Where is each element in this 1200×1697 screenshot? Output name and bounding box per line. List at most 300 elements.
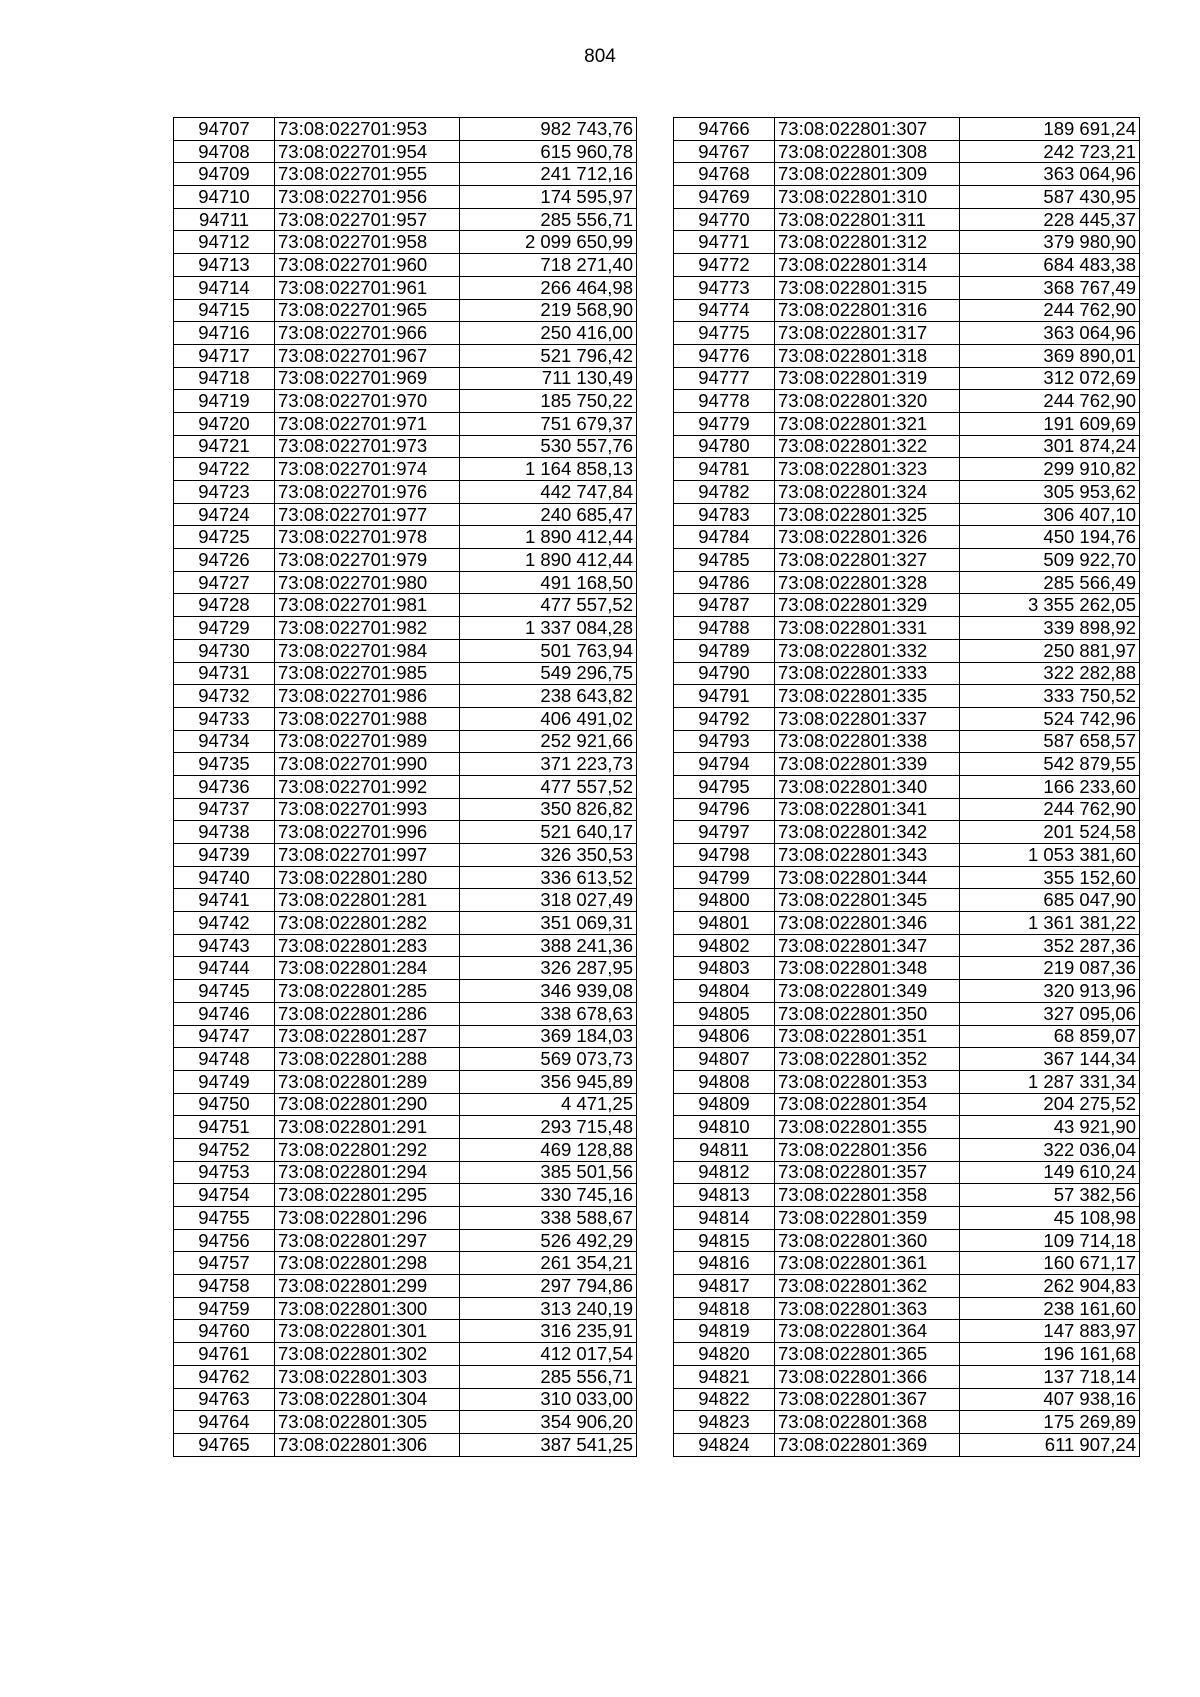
table-row [674, 208, 1140, 231]
row-number-cell: 94709 [174, 163, 275, 186]
cadastral-number-cell: 73:08:022701:980 [275, 571, 460, 594]
row-number-cell: 94800 [674, 889, 775, 912]
row-number-cell: 94758 [174, 1275, 275, 1298]
table-row [174, 594, 637, 617]
cadastral-number-cell: 73:08:022801:297 [275, 1229, 460, 1252]
row-number-cell: 94797 [674, 821, 775, 844]
cadastral-value-cell: 2 099 650,99 [460, 231, 637, 254]
cadastral-value-cell: 338 588,67 [460, 1207, 637, 1230]
row-number-cell: 94715 [174, 299, 275, 322]
row-number-cell: 94762 [174, 1365, 275, 1388]
cadastral-number-cell: 73:08:022801:302 [275, 1343, 460, 1366]
cadastral-value-cell: 569 073,73 [460, 1048, 637, 1071]
cadastral-value-cell: 367 144,34 [960, 1048, 1140, 1071]
cadastral-number-cell: 73:08:022801:283 [275, 934, 460, 957]
table-row [674, 1388, 1140, 1411]
row-number-cell: 94768 [674, 163, 775, 186]
cadastral-number-cell: 73:08:022801:307 [775, 118, 960, 141]
cadastral-value-cell: 352 287,36 [960, 934, 1140, 957]
row-number-cell: 94795 [674, 775, 775, 798]
cadastral-value-cell: 542 879,55 [960, 753, 1140, 776]
cadastral-value-cell: 369 890,01 [960, 344, 1140, 367]
cadastral-value-cell: 412 017,54 [460, 1343, 637, 1366]
cadastral-number-cell: 73:08:022801:294 [275, 1161, 460, 1184]
cadastral-value-cell: 351 069,31 [460, 912, 637, 935]
row-number-cell: 94787 [674, 594, 775, 617]
cadastral-value-cell: 160 671,17 [960, 1252, 1140, 1275]
table-row [674, 571, 1140, 594]
row-number-cell: 94711 [174, 208, 275, 231]
cadastral-value-cell: 250 881,97 [960, 639, 1140, 662]
table-row [174, 1229, 637, 1252]
table-row [674, 1093, 1140, 1116]
row-number-cell: 94803 [674, 957, 775, 980]
cadastral-value-cell: 388 241,36 [460, 934, 637, 957]
table-row [674, 889, 1140, 912]
cadastral-number-cell: 73:08:022801:322 [775, 435, 960, 458]
cadastral-number-cell: 73:08:022801:353 [775, 1070, 960, 1093]
row-number-cell: 94747 [174, 1025, 275, 1048]
cadastral-value-cell: 244 762,90 [960, 390, 1140, 413]
cadastral-number-cell: 73:08:022801:308 [775, 140, 960, 163]
table-row [174, 322, 637, 345]
table-row [174, 662, 637, 685]
table-row [674, 1116, 1140, 1139]
row-number-cell: 94750 [174, 1093, 275, 1116]
cadastral-number-cell: 73:08:022701:965 [275, 299, 460, 322]
table-row [674, 821, 1140, 844]
cadastral-value-cell: 191 609,69 [960, 412, 1140, 435]
cadastral-value-cell: 201 524,58 [960, 821, 1140, 844]
cadastral-value-cell: 751 679,37 [460, 412, 637, 435]
table-row [674, 526, 1140, 549]
table-row [174, 821, 637, 844]
cadastral-value-cell: 137 718,14 [960, 1365, 1140, 1388]
cadastral-number-cell: 73:08:022701:957 [275, 208, 460, 231]
table-row [674, 775, 1140, 798]
table-row [174, 435, 637, 458]
cadastral-number-cell: 73:08:022801:365 [775, 1343, 960, 1366]
table-row [674, 730, 1140, 753]
cadastral-value-cell: 185 750,22 [460, 390, 637, 413]
cadastral-number-cell: 73:08:022801:327 [775, 549, 960, 572]
table-row [674, 231, 1140, 254]
row-number-cell: 94815 [674, 1229, 775, 1252]
cadastral-value-cell: 521 640,17 [460, 821, 637, 844]
table-row [674, 798, 1140, 821]
table-row [674, 1161, 1140, 1184]
row-number-cell: 94777 [674, 367, 775, 390]
row-number-cell: 94751 [174, 1116, 275, 1139]
cadastral-value-cell: 521 796,42 [460, 344, 637, 367]
cadastral-value-cell: 350 826,82 [460, 798, 637, 821]
cadastral-number-cell: 73:08:022801:361 [775, 1252, 960, 1275]
row-number-cell: 94774 [674, 299, 775, 322]
cadastral-number-cell: 73:08:022701:960 [275, 254, 460, 277]
row-number-cell: 94763 [174, 1388, 275, 1411]
row-number-cell: 94808 [674, 1070, 775, 1093]
page-number: 804 [584, 46, 616, 67]
cadastral-number-cell: 73:08:022701:974 [275, 458, 460, 481]
row-number-cell: 94717 [174, 344, 275, 367]
cadastral-value-cell: 318 027,49 [460, 889, 637, 912]
row-number-cell: 94736 [174, 775, 275, 798]
row-number-cell: 94716 [174, 322, 275, 345]
cadastral-value-cell: 1 337 084,28 [460, 617, 637, 640]
cadastral-number-cell: 73:08:022701:961 [275, 276, 460, 299]
cadastral-number-cell: 73:08:022801:328 [775, 571, 960, 594]
table-row [174, 481, 637, 504]
cadastral-value-cell: 306 407,10 [960, 503, 1140, 526]
row-number-cell: 94783 [674, 503, 775, 526]
cadastral-number-cell: 73:08:022701:966 [275, 322, 460, 345]
cadastral-number-cell: 73:08:022801:344 [775, 866, 960, 889]
cadastral-value-cell: 327 095,06 [960, 1002, 1140, 1025]
table-row [174, 458, 637, 481]
cadastral-number-cell: 73:08:022801:296 [275, 1207, 460, 1230]
cadastral-number-cell: 73:08:022801:285 [275, 980, 460, 1003]
cadastral-value-cell: 261 354,21 [460, 1252, 637, 1275]
row-number-cell: 94744 [174, 957, 275, 980]
cadastral-number-cell: 73:08:022701:997 [275, 844, 460, 867]
cadastral-value-cell: 43 921,90 [960, 1116, 1140, 1139]
row-number-cell: 94824 [674, 1433, 775, 1456]
row-number-cell: 94811 [674, 1138, 775, 1161]
table-row [174, 163, 637, 186]
row-number-cell: 94723 [174, 481, 275, 504]
table-row [674, 435, 1140, 458]
row-number-cell: 94720 [174, 412, 275, 435]
table-row [674, 1275, 1140, 1298]
cadastral-value-cell: 305 953,62 [960, 481, 1140, 504]
row-number-cell: 94742 [174, 912, 275, 935]
table-row [174, 1388, 637, 1411]
cadastral-value-cell: 174 595,97 [460, 186, 637, 209]
table-row [674, 1365, 1140, 1388]
table-row [674, 912, 1140, 935]
table-row [674, 1229, 1140, 1252]
table-row [674, 753, 1140, 776]
row-number-cell: 94728 [174, 594, 275, 617]
cadastral-value-cell: 238 161,60 [960, 1297, 1140, 1320]
row-number-cell: 94748 [174, 1048, 275, 1071]
cadastral-value-cell: 530 557,76 [460, 435, 637, 458]
cadastral-value-cell: 57 382,56 [960, 1184, 1140, 1207]
cadastral-value-cell: 354 906,20 [460, 1411, 637, 1434]
table-row [674, 617, 1140, 640]
row-number-cell: 94727 [174, 571, 275, 594]
cadastral-number-cell: 73:08:022801:332 [775, 639, 960, 662]
cadastral-number-cell: 73:08:022701:979 [275, 549, 460, 572]
table-row [674, 163, 1140, 186]
cadastral-number-cell: 73:08:022801:343 [775, 844, 960, 867]
table-row [174, 276, 637, 299]
row-number-cell: 94741 [174, 889, 275, 912]
cadastral-value-cell: 252 921,66 [460, 730, 637, 753]
cadastral-value-cell: 293 715,48 [460, 1116, 637, 1139]
cadastral-number-cell: 73:08:022801:325 [775, 503, 960, 526]
table-row [674, 707, 1140, 730]
cadastral-value-cell: 244 762,90 [960, 299, 1140, 322]
table-row [174, 1184, 637, 1207]
cadastral-number-cell: 73:08:022801:284 [275, 957, 460, 980]
row-number-cell: 94812 [674, 1161, 775, 1184]
cadastral-value-cell: 320 913,96 [960, 980, 1140, 1003]
row-number-cell: 94726 [174, 549, 275, 572]
table-row [674, 1048, 1140, 1071]
cadastral-value-cell: 711 130,49 [460, 367, 637, 390]
cadastral-value-cell: 196 161,68 [960, 1343, 1140, 1366]
row-number-cell: 94809 [674, 1093, 775, 1116]
row-number-cell: 94823 [674, 1411, 775, 1434]
table-row [174, 186, 637, 209]
table-row [174, 1161, 637, 1184]
cadastral-number-cell: 73:08:022801:351 [775, 1025, 960, 1048]
register-table-left-body [174, 118, 637, 1457]
cadastral-number-cell: 73:08:022701:978 [275, 526, 460, 549]
table-row [674, 685, 1140, 708]
table-row [174, 707, 637, 730]
table-row [674, 594, 1140, 617]
cadastral-value-cell: 477 557,52 [460, 775, 637, 798]
table-row [174, 957, 637, 980]
table-row [674, 1138, 1140, 1161]
row-number-cell: 94766 [674, 118, 775, 141]
table-row [674, 1207, 1140, 1230]
table-row [674, 662, 1140, 685]
table-row [674, 844, 1140, 867]
cadastral-number-cell: 73:08:022801:348 [775, 957, 960, 980]
cadastral-number-cell: 73:08:022701:984 [275, 639, 460, 662]
table-row [674, 390, 1140, 413]
row-number-cell: 94719 [174, 390, 275, 413]
row-number-cell: 94733 [174, 707, 275, 730]
cadastral-value-cell: 336 613,52 [460, 866, 637, 889]
row-number-cell: 94794 [674, 753, 775, 776]
row-number-cell: 94804 [674, 980, 775, 1003]
cadastral-number-cell: 73:08:022801:346 [775, 912, 960, 935]
cadastral-value-cell: 407 938,16 [960, 1388, 1140, 1411]
table-row [174, 934, 637, 957]
table-row [674, 503, 1140, 526]
cadastral-value-cell: 285 566,49 [960, 571, 1140, 594]
cadastral-number-cell: 73:08:022801:324 [775, 481, 960, 504]
table-row [674, 254, 1140, 277]
row-number-cell: 94821 [674, 1365, 775, 1388]
cadastral-number-cell: 73:08:022701:953 [275, 118, 460, 141]
cadastral-number-cell: 73:08:022801:311 [775, 208, 960, 231]
cadastral-number-cell: 73:08:022701:996 [275, 821, 460, 844]
table-row [174, 299, 637, 322]
cadastral-value-cell: 346 939,08 [460, 980, 637, 1003]
cadastral-value-cell: 204 275,52 [960, 1093, 1140, 1116]
cadastral-value-cell: 312 072,69 [960, 367, 1140, 390]
row-number-cell: 94757 [174, 1252, 275, 1275]
table-row [674, 1252, 1140, 1275]
cadastral-value-cell: 1 890 412,44 [460, 526, 637, 549]
table-row [174, 1025, 637, 1048]
cadastral-number-cell: 73:08:022701:993 [275, 798, 460, 821]
cadastral-number-cell: 73:08:022801:342 [775, 821, 960, 844]
table-row [174, 617, 637, 640]
cadastral-number-cell: 73:08:022801:349 [775, 980, 960, 1003]
row-number-cell: 94708 [174, 140, 275, 163]
cadastral-number-cell: 73:08:022801:359 [775, 1207, 960, 1230]
cadastral-number-cell: 73:08:022801:315 [775, 276, 960, 299]
cadastral-value-cell: 615 960,78 [460, 140, 637, 163]
cadastral-number-cell: 73:08:022701:969 [275, 367, 460, 390]
cadastral-value-cell: 549 296,75 [460, 662, 637, 685]
table-row [174, 1252, 637, 1275]
table-row [674, 322, 1140, 345]
cadastral-number-cell: 73:08:022801:292 [275, 1138, 460, 1161]
cadastral-number-cell: 73:08:022801:347 [775, 934, 960, 957]
cadastral-value-cell: 491 168,50 [460, 571, 637, 594]
table-row [674, 1070, 1140, 1093]
cadastral-number-cell: 73:08:022801:341 [775, 798, 960, 821]
cadastral-number-cell: 73:08:022801:357 [775, 1161, 960, 1184]
row-number-cell: 94801 [674, 912, 775, 935]
cadastral-number-cell: 73:08:022801:288 [275, 1048, 460, 1071]
cadastral-number-cell: 73:08:022801:309 [775, 163, 960, 186]
table-row [174, 118, 637, 141]
table-row [174, 208, 637, 231]
cadastral-value-cell: 147 883,97 [960, 1320, 1140, 1343]
cadastral-number-cell: 73:08:022701:990 [275, 753, 460, 776]
cadastral-number-cell: 73:08:022701:956 [275, 186, 460, 209]
table-row [174, 798, 637, 821]
table-row [674, 1411, 1140, 1434]
row-number-cell: 94712 [174, 231, 275, 254]
table-row [674, 1025, 1140, 1048]
cadastral-number-cell: 73:08:022801:331 [775, 617, 960, 640]
row-number-cell: 94764 [174, 1411, 275, 1434]
table-row [674, 412, 1140, 435]
cadastral-value-cell: 299 910,82 [960, 458, 1140, 481]
table-row [674, 186, 1140, 209]
row-number-cell: 94792 [674, 707, 775, 730]
cadastral-number-cell: 73:08:022801:354 [775, 1093, 960, 1116]
cadastral-value-cell: 385 501,56 [460, 1161, 637, 1184]
row-number-cell: 94732 [174, 685, 275, 708]
cadastral-number-cell: 73:08:022801:358 [775, 1184, 960, 1207]
row-number-cell: 94805 [674, 1002, 775, 1025]
cadastral-value-cell: 509 922,70 [960, 549, 1140, 572]
cadastral-value-cell: 684 483,38 [960, 254, 1140, 277]
row-number-cell: 94724 [174, 503, 275, 526]
cadastral-number-cell: 73:08:022801:368 [775, 1411, 960, 1434]
table-row [674, 1433, 1140, 1456]
row-number-cell: 94816 [674, 1252, 775, 1275]
table-row [174, 1275, 637, 1298]
cadastral-value-cell: 285 556,71 [460, 1365, 637, 1388]
cadastral-number-cell: 73:08:022801:367 [775, 1388, 960, 1411]
cadastral-value-cell: 266 464,98 [460, 276, 637, 299]
row-number-cell: 94752 [174, 1138, 275, 1161]
row-number-cell: 94718 [174, 367, 275, 390]
cadastral-value-cell: 322 036,04 [960, 1138, 1140, 1161]
cadastral-value-cell: 587 658,57 [960, 730, 1140, 753]
cadastral-value-cell: 363 064,96 [960, 163, 1140, 186]
table-row [674, 1343, 1140, 1366]
row-number-cell: 94807 [674, 1048, 775, 1071]
cadastral-number-cell: 73:08:022701:971 [275, 412, 460, 435]
row-number-cell: 94729 [174, 617, 275, 640]
cadastral-value-cell: 285 556,71 [460, 208, 637, 231]
cadastral-value-cell: 68 859,07 [960, 1025, 1140, 1048]
cadastral-value-cell: 301 874,24 [960, 435, 1140, 458]
row-number-cell: 94778 [674, 390, 775, 413]
cadastral-value-cell: 1 053 381,60 [960, 844, 1140, 867]
row-number-cell: 94820 [674, 1343, 775, 1366]
register-table-right-body [674, 118, 1140, 1457]
cadastral-number-cell: 73:08:022801:323 [775, 458, 960, 481]
row-number-cell: 94775 [674, 322, 775, 345]
row-number-cell: 94755 [174, 1207, 275, 1230]
table-row [174, 889, 637, 912]
row-number-cell: 94721 [174, 435, 275, 458]
cadastral-number-cell: 73:08:022701:958 [275, 231, 460, 254]
table-row [174, 140, 637, 163]
cadastral-value-cell: 363 064,96 [960, 322, 1140, 345]
row-number-cell: 94731 [174, 662, 275, 685]
cadastral-number-cell: 73:08:022701:992 [275, 775, 460, 798]
table-row [174, 1411, 637, 1434]
cadastral-number-cell: 73:08:022801:340 [775, 775, 960, 798]
cadastral-value-cell: 450 194,76 [960, 526, 1140, 549]
row-number-cell: 94813 [674, 1184, 775, 1207]
table-row [674, 140, 1140, 163]
cadastral-value-cell: 356 945,89 [460, 1070, 637, 1093]
cadastral-number-cell: 73:08:022801:352 [775, 1048, 960, 1071]
row-number-cell: 94789 [674, 639, 775, 662]
cadastral-number-cell: 73:08:022801:337 [775, 707, 960, 730]
table-row [174, 844, 637, 867]
cadastral-number-cell: 73:08:022801:369 [775, 1433, 960, 1456]
cadastral-value-cell: 238 643,82 [460, 685, 637, 708]
cadastral-value-cell: 219 087,36 [960, 957, 1140, 980]
cadastral-number-cell: 73:08:022801:360 [775, 1229, 960, 1252]
cadastral-value-cell: 109 714,18 [960, 1229, 1140, 1252]
cadastral-value-cell: 240 685,47 [460, 503, 637, 526]
row-number-cell: 94818 [674, 1297, 775, 1320]
cadastral-number-cell: 73:08:022801:326 [775, 526, 960, 549]
row-number-cell: 94782 [674, 481, 775, 504]
row-number-cell: 94817 [674, 1275, 775, 1298]
cadastral-value-cell: 310 033,00 [460, 1388, 637, 1411]
cadastral-number-cell: 73:08:022801:333 [775, 662, 960, 685]
row-number-cell: 94714 [174, 276, 275, 299]
cadastral-value-cell: 718 271,40 [460, 254, 637, 277]
cadastral-number-cell: 73:08:022801:280 [275, 866, 460, 889]
cadastral-value-cell: 526 492,29 [460, 1229, 637, 1252]
row-number-cell: 94710 [174, 186, 275, 209]
cadastral-value-cell: 316 235,91 [460, 1320, 637, 1343]
row-number-cell: 94738 [174, 821, 275, 844]
cadastral-number-cell: 73:08:022701:982 [275, 617, 460, 640]
table-row [674, 1320, 1140, 1343]
cadastral-value-cell: 368 767,49 [960, 276, 1140, 299]
table-row [674, 367, 1140, 390]
table-row [674, 1002, 1140, 1025]
row-number-cell: 94754 [174, 1184, 275, 1207]
table-row [174, 367, 637, 390]
cadastral-number-cell: 73:08:022801:300 [275, 1297, 460, 1320]
table-row [174, 526, 637, 549]
row-number-cell: 94798 [674, 844, 775, 867]
row-number-cell: 94760 [174, 1320, 275, 1343]
cadastral-number-cell: 73:08:022801:320 [775, 390, 960, 413]
